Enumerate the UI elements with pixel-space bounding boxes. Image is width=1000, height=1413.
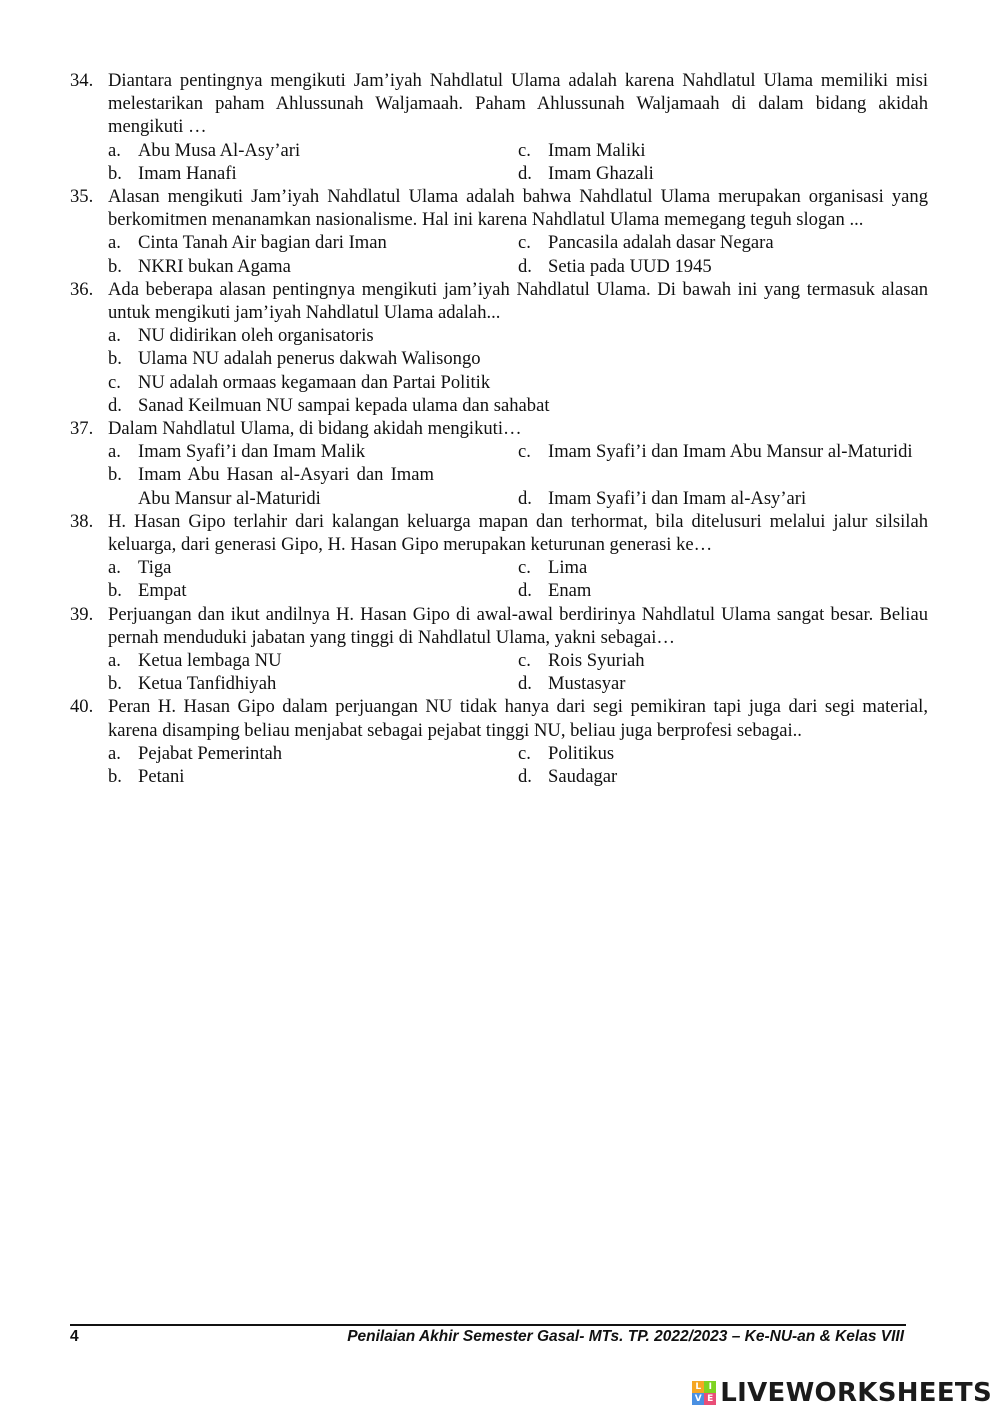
option-text: Abu Musa Al-Asy’ari bbox=[138, 139, 301, 161]
option-letter: a. bbox=[108, 742, 121, 764]
option-text: Politikus bbox=[548, 742, 615, 764]
option-d[interactable] bbox=[518, 672, 928, 695]
option-text: Ketua Tanfidhiyah bbox=[138, 673, 277, 695]
question-number: 37. bbox=[70, 418, 94, 440]
question-number: 34. bbox=[70, 70, 94, 91]
liveworksheets-brand[interactable] bbox=[692, 1378, 992, 1408]
option-d[interactable] bbox=[518, 162, 928, 185]
question-text: Ada beberapa alasan pentingnya mengikuti jam’iyah Nahdlatul Ulama. Di bawah ini yang termasuk alasan untuk mengikuti jam’iyah Nahdlatul Ulama adalah... bbox=[108, 278, 928, 324]
option-text: NU didirikan oleh organisatoris bbox=[138, 325, 374, 347]
option-text: Empat bbox=[138, 580, 187, 602]
question-text: Dalam Nahdlatul Ulama, di bidang akidah mengikuti… bbox=[108, 418, 522, 440]
option-text: Ketua lembaga NU bbox=[138, 650, 282, 672]
option-letter: b. bbox=[108, 580, 122, 602]
option-b[interactable] bbox=[108, 672, 518, 695]
options bbox=[108, 556, 928, 602]
option-c[interactable] bbox=[518, 742, 928, 765]
question-number: 36. bbox=[70, 278, 94, 300]
option-letter: a. bbox=[108, 557, 121, 579]
option-d[interactable] bbox=[518, 255, 928, 278]
option-text: Lima bbox=[548, 557, 588, 579]
option-letter: c. bbox=[518, 232, 531, 254]
options-left-column bbox=[108, 440, 518, 510]
question-text: Alasan mengikuti Jam’iyah Nahdlatul Ulama adalah bahwa Nahdlatul Ulama merupakan organisasi yang berkomitmen menanamkan nasionalisme. Hal ini karena Nahdlatul Ulama memegang teguh slogan ... bbox=[108, 186, 928, 231]
question-number: 35. bbox=[70, 186, 94, 208]
option-c[interactable] bbox=[518, 440, 928, 463]
option-a[interactable] bbox=[108, 139, 518, 162]
footer-divider bbox=[70, 1324, 906, 1326]
option-letter: d. bbox=[108, 394, 122, 416]
option-b[interactable] bbox=[108, 579, 518, 602]
option-text: NKRI bukan Agama bbox=[138, 255, 291, 277]
option-letter: b. bbox=[108, 255, 122, 277]
question-list bbox=[70, 69, 928, 788]
option-b[interactable] bbox=[108, 463, 518, 509]
option-d[interactable] bbox=[518, 487, 928, 510]
option-text: Mustasyar bbox=[548, 673, 626, 695]
question-39 bbox=[70, 603, 928, 696]
option-a[interactable] bbox=[108, 742, 518, 765]
option-a[interactable] bbox=[108, 231, 518, 254]
option-a[interactable] bbox=[108, 649, 518, 672]
option-letter: c. bbox=[518, 557, 531, 579]
question-38 bbox=[70, 510, 928, 603]
options bbox=[108, 440, 928, 510]
logo-letter: E bbox=[704, 1393, 716, 1405]
option-text: Imam Syafi’i dan Imam al-Asy’ari bbox=[548, 487, 807, 509]
option-letter: a. bbox=[108, 139, 121, 161]
option-letter: a. bbox=[108, 232, 121, 254]
option-letter: c. bbox=[108, 371, 121, 393]
option-letter: a. bbox=[108, 650, 121, 672]
option-d[interactable] bbox=[518, 765, 928, 788]
options-right-column bbox=[518, 440, 928, 510]
option-c[interactable] bbox=[518, 231, 928, 254]
option-c[interactable] bbox=[108, 371, 928, 394]
question-number: 39. bbox=[70, 603, 94, 625]
question-37 bbox=[70, 417, 928, 510]
logo-letter: L bbox=[692, 1381, 704, 1393]
option-letter: d. bbox=[518, 766, 532, 788]
option-text: Imam Hanafi bbox=[138, 162, 237, 184]
option-letter: a. bbox=[108, 325, 121, 347]
footer-title: Penilaian Akhir Semester Gasal- MTs. TP. 2022/2023 – Ke-NU-an & Kelas VIII bbox=[347, 1328, 904, 1345]
option-text: Tiga bbox=[138, 557, 172, 579]
question-number: 40. bbox=[70, 696, 94, 718]
logo-letter: I bbox=[704, 1381, 716, 1393]
option-a[interactable] bbox=[108, 556, 518, 579]
question-text: H. Hasan Gipo terlahir dari kalangan keluarga mapan dan terhormat, bila ditelusuri melalui jalur silsilah keluarga, dari generasi Gipo, H. Hasan Gipo merupakan keturunan generasi ke… bbox=[108, 510, 928, 556]
option-letter: d. bbox=[518, 255, 532, 277]
option-text: Enam bbox=[548, 580, 592, 602]
option-text: Imam Maliki bbox=[548, 139, 646, 161]
option-letter: b. bbox=[108, 348, 122, 370]
option-text: Rois Syuriah bbox=[548, 650, 645, 672]
option-letter: c. bbox=[518, 650, 531, 672]
page-number: 4 bbox=[70, 1328, 79, 1345]
option-letter: d. bbox=[518, 162, 532, 184]
liveworksheets-logo-icon bbox=[692, 1381, 716, 1405]
option-letter: c. bbox=[518, 139, 531, 161]
question-34 bbox=[70, 69, 928, 185]
option-letter: d. bbox=[518, 580, 532, 602]
option-letter: b. bbox=[108, 766, 122, 788]
option-text: Imam Syafi’i dan Imam Malik bbox=[138, 441, 366, 463]
options bbox=[108, 139, 928, 185]
option-b[interactable] bbox=[108, 255, 518, 278]
options bbox=[108, 742, 928, 788]
option-text: Imam Ghazali bbox=[548, 162, 654, 184]
option-text: NU adalah ormaas kegamaan dan Partai Politik bbox=[138, 371, 491, 393]
options bbox=[108, 649, 928, 695]
option-a[interactable] bbox=[108, 440, 518, 463]
option-letter: b. bbox=[108, 162, 122, 184]
option-text: Sanad Keilmuan NU sampai kepada ulama dan sahabat bbox=[138, 394, 550, 416]
option-letter: a. bbox=[108, 441, 121, 463]
option-text: Pancasila adalah dasar Negara bbox=[548, 232, 774, 254]
question-35 bbox=[70, 185, 928, 278]
options bbox=[108, 324, 928, 417]
option-d[interactable] bbox=[518, 579, 928, 602]
option-a[interactable] bbox=[108, 324, 928, 347]
option-letter: d. bbox=[518, 487, 532, 509]
question-number: 38. bbox=[70, 510, 94, 532]
option-letter: c. bbox=[518, 441, 531, 463]
option-text: Petani bbox=[138, 766, 185, 788]
question-text: Perjuangan dan ikut andilnya H. Hasan Gipo di awal-awal berdirinya Nahdlatul Ulama sangat besar. Beliau pernah menduduki jabatan yang tinggi di Nahdlatul Ulama, yakni sebagai… bbox=[108, 603, 928, 648]
option-d[interactable] bbox=[108, 394, 928, 417]
options bbox=[108, 231, 928, 277]
question-text: Diantara pentingnya mengikuti Jam’iyah Nahdlatul Ulama adalah karena Nahdlatul Ulama memiliki misi melestarikan paham Ahlussunah Waljamaah. Paham Ahlussunah Waljamaah di dalam bidang akidah mengikuti … bbox=[108, 70, 928, 138]
question-36 bbox=[70, 278, 928, 417]
option-text: Saudagar bbox=[548, 766, 618, 788]
option-c[interactable] bbox=[518, 139, 928, 162]
option-text: Cinta Tanah Air bagian dari Iman bbox=[138, 232, 387, 254]
option-text: Setia pada UUD 1945 bbox=[548, 255, 712, 277]
brand-name: LIVEWORKSHEETS bbox=[720, 1378, 992, 1408]
question-40 bbox=[70, 695, 928, 788]
option-c[interactable] bbox=[518, 556, 928, 579]
option-b[interactable] bbox=[108, 765, 518, 788]
option-b[interactable] bbox=[108, 162, 518, 185]
option-b[interactable] bbox=[108, 347, 928, 370]
option-letter: d. bbox=[518, 673, 532, 695]
option-c[interactable] bbox=[518, 649, 928, 672]
option-text: Pejabat Pemerintah bbox=[138, 742, 283, 764]
logo-letter: V bbox=[692, 1393, 704, 1405]
question-text: Peran H. Hasan Gipo dalam perjuangan NU tidak hanya dari segi pemikiran tapi juga dari segi material, karena disamping beliau menjabat sebagai pejabat tinggi NU, beliau juga berprofesi sebagai.. bbox=[108, 696, 928, 741]
option-letter: c. bbox=[518, 742, 531, 764]
option-letter: b. bbox=[108, 464, 122, 486]
option-letter: b. bbox=[108, 673, 122, 695]
option-text: Ulama NU adalah penerus dakwah Walisongo bbox=[138, 348, 481, 370]
option-text: Imam Syafi’i dan Imam Abu Mansur al-Maturidi bbox=[548, 441, 913, 463]
option-text: Imam Abu Hasan al-Asyari dan Imam Abu Mansur al-Maturidi bbox=[138, 464, 434, 509]
